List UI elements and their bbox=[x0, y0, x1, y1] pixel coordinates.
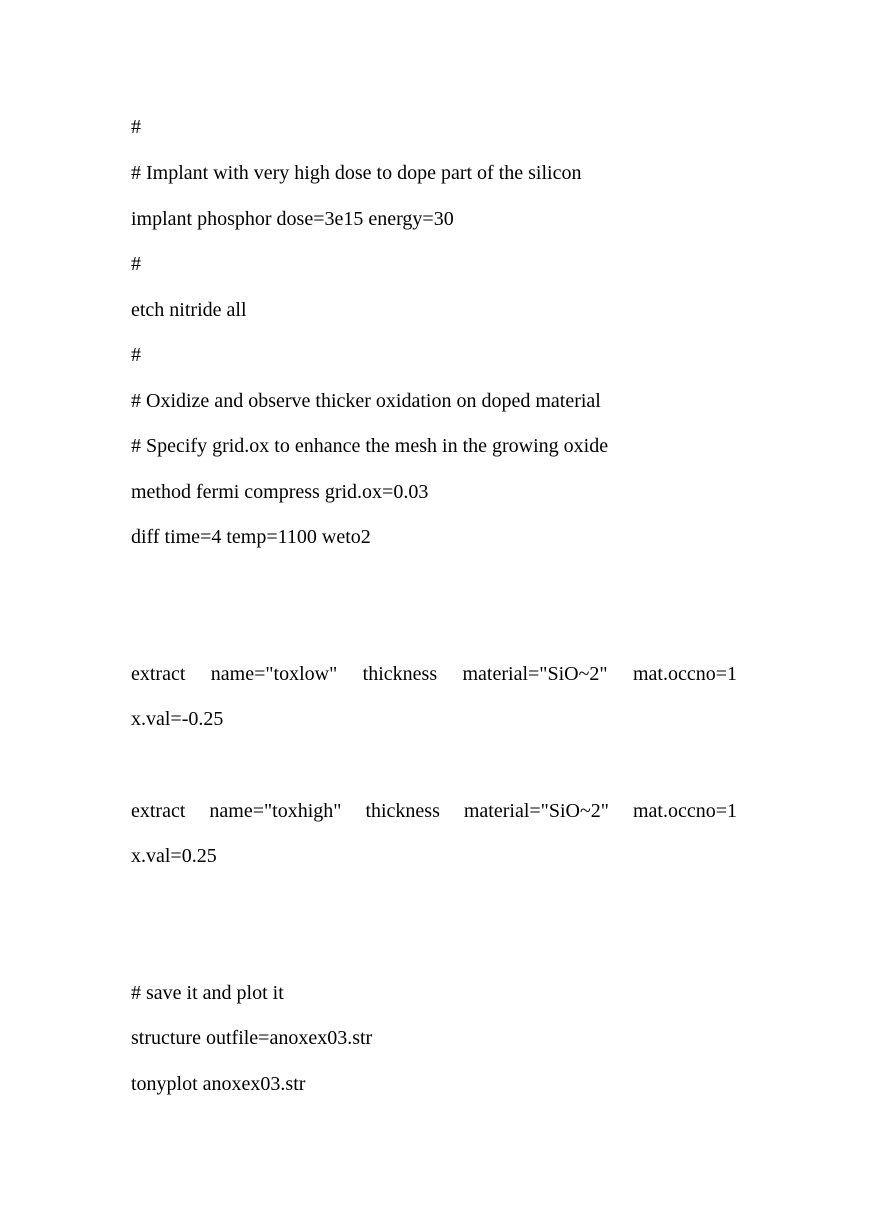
extract-word: thickness bbox=[365, 800, 440, 822]
code-line: diff time=4 temp=1100 weto2 bbox=[131, 526, 371, 548]
extract-word: material="SiO~2" bbox=[463, 800, 609, 822]
extract-word: extract bbox=[131, 800, 186, 822]
extract-word: mat.occno=1 bbox=[632, 663, 737, 685]
extract-word: thickness bbox=[362, 663, 438, 685]
extract-toxlow-line bbox=[131, 662, 737, 686]
extract-word: material="SiO~2" bbox=[462, 663, 608, 685]
code-line: structure outfile=anoxex03.str bbox=[131, 1027, 373, 1049]
comment-line: # Implant with very high dose to dope part of the silicon bbox=[131, 162, 582, 184]
comment-line: # save it and plot it bbox=[131, 982, 284, 1004]
extract-word: mat.occno=1 bbox=[632, 800, 737, 822]
comment-line: # bbox=[131, 253, 141, 275]
code-line: method fermi compress grid.ox=0.03 bbox=[131, 481, 429, 503]
extract-toxlow-continuation: x.val=-0.25 bbox=[131, 708, 224, 730]
comment-line: # Oxidize and observe thicker oxidation on doped material bbox=[131, 390, 601, 412]
comment-line: # Specify grid.ox to enhance the mesh in the growing oxide bbox=[131, 435, 609, 457]
extract-word: extract bbox=[131, 663, 186, 685]
code-line: etch nitride all bbox=[131, 299, 247, 321]
extract-toxhigh-line bbox=[131, 799, 737, 823]
comment-line: # bbox=[131, 344, 141, 366]
code-line: implant phosphor dose=3e15 energy=30 bbox=[131, 208, 454, 230]
code-line: tonyplot anoxex03.str bbox=[131, 1073, 306, 1095]
extract-word: name="toxhigh" bbox=[209, 800, 342, 822]
extract-word: name="toxlow" bbox=[210, 663, 338, 685]
extract-toxhigh-continuation: x.val=0.25 bbox=[131, 845, 217, 867]
comment-line: # bbox=[131, 116, 141, 138]
